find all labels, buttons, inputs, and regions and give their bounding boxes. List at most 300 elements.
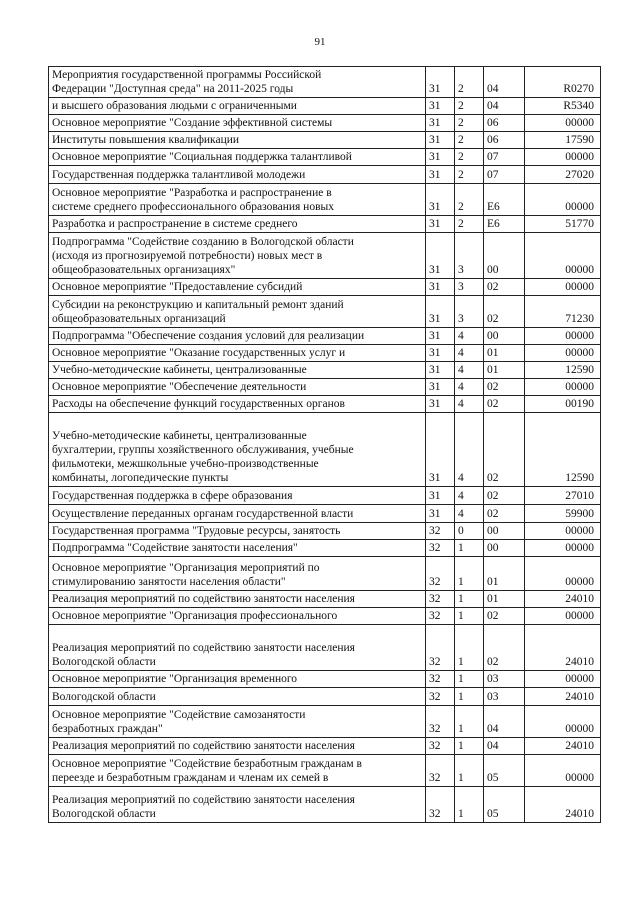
row-name: Основное мероприятие "Организация временного <box>52 673 298 685</box>
expense-code-cell <box>525 379 601 396</box>
table-row <box>49 233 601 279</box>
expense-code-cell <box>525 755 601 787</box>
expense-code-cell <box>525 279 601 296</box>
subsection-code: 0 <box>458 525 464 537</box>
expense-code: 00000 <box>565 772 594 784</box>
subsection-code-cell <box>455 216 484 233</box>
section-code-cell <box>426 233 455 279</box>
section-code: 31 <box>429 364 441 376</box>
subsection-code: 4 <box>458 330 464 342</box>
section-code: 31 <box>429 330 441 342</box>
subsection-code-cell <box>455 505 484 523</box>
subsection-code: 2 <box>458 117 464 129</box>
row-name: Основное мероприятие "Содействие самозанятости безработных граждан" <box>52 709 306 735</box>
subsection-code: 2 <box>458 134 464 146</box>
section-code: 31 <box>429 281 441 293</box>
section-code: 32 <box>429 656 441 668</box>
table-row <box>49 328 601 345</box>
section-code-cell <box>426 216 455 233</box>
table-row <box>49 557 601 591</box>
expense-code: 24010 <box>565 740 594 752</box>
table-row <box>49 755 601 787</box>
article-code: 04 <box>487 83 499 95</box>
article-code-cell <box>484 362 525 379</box>
subsection-code-cell <box>455 591 484 608</box>
expense-code-cell <box>525 216 601 233</box>
section-code-cell <box>426 608 455 625</box>
subsection-code: 4 <box>458 364 464 376</box>
expense-code: 00000 <box>565 347 594 359</box>
table-row <box>49 379 601 396</box>
row-name-cell <box>49 706 426 738</box>
subsection-code-cell <box>455 671 484 688</box>
article-code-cell <box>484 540 525 557</box>
subsection-code-cell <box>455 279 484 296</box>
expense-code-cell <box>525 328 601 345</box>
row-name: Реализация мероприятий по содействию занятости населения Вологодской области <box>52 794 355 820</box>
row-name: Вологодской области <box>52 691 156 703</box>
expense-code-cell <box>525 738 601 755</box>
expense-code: 24010 <box>565 808 594 820</box>
table-row <box>49 706 601 738</box>
section-code-cell <box>426 184 455 216</box>
article-code-cell <box>484 625 525 671</box>
section-code-cell <box>426 396 455 413</box>
subsection-code: 1 <box>458 673 464 685</box>
article-code-cell <box>484 379 525 396</box>
expense-code-cell <box>525 523 601 540</box>
expense-code-cell <box>525 413 601 487</box>
subsection-code: 4 <box>458 490 464 502</box>
article-code: 00 <box>487 264 499 276</box>
expense-code: 00000 <box>565 151 594 163</box>
article-code: 02 <box>487 281 499 293</box>
expense-code-cell <box>525 625 601 671</box>
row-name-cell <box>49 557 426 591</box>
expense-code: 00000 <box>565 381 594 393</box>
subsection-code-cell <box>455 396 484 413</box>
section-code: 32 <box>429 691 441 703</box>
expense-code-cell <box>525 362 601 379</box>
article-code-cell <box>484 608 525 625</box>
subsection-code: 2 <box>458 83 464 95</box>
expense-code-cell <box>525 115 601 132</box>
subsection-code-cell <box>455 487 484 505</box>
table-row <box>49 591 601 608</box>
row-name: Основное мероприятие "Содействие безработным гражданам в переезде и безработным гражданам и членам их семей в <box>52 758 362 784</box>
expense-code-cell <box>525 557 601 591</box>
row-name-cell <box>49 608 426 625</box>
section-code: 31 <box>429 201 441 213</box>
article-code-cell <box>484 688 525 706</box>
article-code-cell <box>484 505 525 523</box>
section-code-cell <box>426 487 455 505</box>
article-code-cell <box>484 706 525 738</box>
section-code: 31 <box>429 117 441 129</box>
article-code: 01 <box>487 593 499 605</box>
article-code: 03 <box>487 673 499 685</box>
subsection-code-cell <box>455 523 484 540</box>
row-name-cell <box>49 755 426 787</box>
row-name: Подпрограмма "Содействие созданию в Вологодской области (исходя из прогнозируемой потребности) новых мест в общеобразовательных организациях" <box>52 236 354 276</box>
subsection-code-cell <box>455 608 484 625</box>
article-code: 02 <box>487 490 499 502</box>
subsection-code-cell <box>455 132 484 149</box>
expense-code: 71230 <box>565 313 594 325</box>
article-code-cell <box>484 279 525 296</box>
section-code-cell <box>426 362 455 379</box>
row-name: Субсидии на реконструкцию и капитальный ремонт зданий общеобразовательных организаций <box>52 299 344 325</box>
section-code: 31 <box>429 398 441 410</box>
row-name-cell <box>49 379 426 396</box>
article-code: 07 <box>487 169 499 181</box>
expense-code: 00000 <box>565 201 594 213</box>
expense-code: 24010 <box>565 656 594 668</box>
subsection-code-cell <box>455 98 484 115</box>
article-code: 01 <box>487 576 499 588</box>
row-name-cell <box>49 67 426 98</box>
subsection-code-cell <box>455 688 484 706</box>
subsection-code-cell <box>455 233 484 279</box>
section-code-cell <box>426 706 455 738</box>
table-row <box>49 115 601 132</box>
budget-classification-table <box>48 66 601 823</box>
row-name: Основное мероприятие "Социальная поддержка талантливой <box>52 151 352 163</box>
section-code-cell <box>426 523 455 540</box>
expense-code: 00000 <box>565 576 594 588</box>
section-code-cell <box>426 115 455 132</box>
section-code: 31 <box>429 218 441 230</box>
section-code-cell <box>426 557 455 591</box>
row-name-cell <box>49 184 426 216</box>
article-code: 02 <box>487 508 499 520</box>
expense-code: 00000 <box>565 117 594 129</box>
expense-code: 00000 <box>565 673 594 685</box>
row-name: Государственная программа "Трудовые ресурсы, занятость <box>52 525 341 537</box>
row-name: Разработка и распространение в системе среднего <box>52 218 298 230</box>
expense-code: 00000 <box>565 525 594 537</box>
subsection-code: 1 <box>458 656 464 668</box>
expense-code: 24010 <box>565 593 594 605</box>
expense-code-cell <box>525 166 601 184</box>
subsection-code: 4 <box>458 472 464 484</box>
subsection-code-cell <box>455 345 484 362</box>
section-code: 32 <box>429 740 441 752</box>
section-code: 31 <box>429 490 441 502</box>
expense-code-cell <box>525 396 601 413</box>
subsection-code: 1 <box>458 691 464 703</box>
table-row <box>49 166 601 184</box>
subsection-code: 1 <box>458 723 464 735</box>
table-row <box>49 132 601 149</box>
expense-code: R5340 <box>563 100 594 112</box>
section-code: 32 <box>429 772 441 784</box>
article-code: 02 <box>487 472 499 484</box>
table-row <box>49 396 601 413</box>
article-code: Е6 <box>487 201 500 213</box>
row-name: Расходы на обеспечение функций государственных органов <box>52 398 345 410</box>
article-code: 00 <box>487 525 499 537</box>
section-code: 32 <box>429 723 441 735</box>
row-name: Учебно-методические кабинеты, централизованные <box>52 364 307 376</box>
section-code: 31 <box>429 472 441 484</box>
article-code: 02 <box>487 610 499 622</box>
row-name-cell <box>49 625 426 671</box>
subsection-code-cell <box>455 557 484 591</box>
article-code: 04 <box>487 100 499 112</box>
article-code: 05 <box>487 808 499 820</box>
row-name: Реализация мероприятий по содействию занятости населения Вологодской области <box>52 642 355 668</box>
article-code-cell <box>484 166 525 184</box>
article-code: 00 <box>487 542 499 554</box>
article-code: Е6 <box>487 218 500 230</box>
table-row <box>49 279 601 296</box>
row-name: Основное мероприятие "Создание эффективной системы <box>52 117 333 129</box>
section-code-cell <box>426 540 455 557</box>
table-row <box>49 98 601 115</box>
article-code: 01 <box>487 364 499 376</box>
row-name: Государственная поддержка талантливой молодежи <box>52 169 306 181</box>
table-row <box>49 67 601 98</box>
table-row <box>49 671 601 688</box>
table-row <box>49 523 601 540</box>
article-code-cell <box>484 216 525 233</box>
article-code: 07 <box>487 151 499 163</box>
subsection-code: 3 <box>458 264 464 276</box>
article-code-cell <box>484 523 525 540</box>
subsection-code: 1 <box>458 593 464 605</box>
section-code: 32 <box>429 610 441 622</box>
section-code: 32 <box>429 593 441 605</box>
row-name-cell <box>49 328 426 345</box>
subsection-code-cell <box>455 625 484 671</box>
section-code-cell <box>426 755 455 787</box>
article-code-cell <box>484 98 525 115</box>
subsection-code-cell <box>455 166 484 184</box>
row-name: Основное мероприятие "Оказание государственных услуг и <box>52 347 346 359</box>
article-code: 04 <box>487 723 499 735</box>
table-row <box>49 216 601 233</box>
table-row <box>49 149 601 166</box>
section-code: 31 <box>429 83 441 95</box>
expense-code-cell <box>525 688 601 706</box>
expense-code-cell <box>525 540 601 557</box>
subsection-code: 1 <box>458 808 464 820</box>
section-code: 31 <box>429 508 441 520</box>
row-name-cell <box>49 115 426 132</box>
section-code: 31 <box>429 347 441 359</box>
subsection-code-cell <box>455 328 484 345</box>
subsection-code-cell <box>455 706 484 738</box>
expense-code-cell <box>525 345 601 362</box>
table-row <box>49 345 601 362</box>
article-code-cell <box>484 184 525 216</box>
row-name-cell <box>49 591 426 608</box>
expense-code-cell <box>525 184 601 216</box>
expense-code: 12590 <box>565 364 594 376</box>
expense-code-cell <box>525 671 601 688</box>
article-code-cell <box>484 413 525 487</box>
article-code-cell <box>484 591 525 608</box>
subsection-code-cell <box>455 738 484 755</box>
expense-code-cell <box>525 233 601 279</box>
subsection-code-cell <box>455 296 484 328</box>
expense-code: 59900 <box>565 508 594 520</box>
subsection-code: 1 <box>458 542 464 554</box>
subsection-code: 4 <box>458 398 464 410</box>
row-name: Основное мероприятие "Обеспечение деятельности <box>52 381 307 393</box>
table-row <box>49 738 601 755</box>
section-code: 32 <box>429 576 441 588</box>
row-name-cell <box>49 362 426 379</box>
subsection-code: 3 <box>458 281 464 293</box>
section-code-cell <box>426 132 455 149</box>
section-code: 31 <box>429 264 441 276</box>
section-code: 32 <box>429 808 441 820</box>
subsection-code: 3 <box>458 313 464 325</box>
section-code-cell <box>426 671 455 688</box>
subsection-code-cell <box>455 413 484 487</box>
row-name-cell <box>49 671 426 688</box>
section-code: 31 <box>429 381 441 393</box>
section-code-cell <box>426 149 455 166</box>
article-code-cell <box>484 115 525 132</box>
table-row <box>49 787 601 823</box>
expense-code-cell <box>525 787 601 823</box>
row-name-cell <box>49 787 426 823</box>
subsection-code-cell <box>455 184 484 216</box>
article-code-cell <box>484 296 525 328</box>
row-name-cell <box>49 345 426 362</box>
article-code: 00 <box>487 330 499 342</box>
article-code-cell <box>484 233 525 279</box>
subsection-code-cell <box>455 379 484 396</box>
row-name-cell <box>49 216 426 233</box>
table-row <box>49 184 601 216</box>
article-code-cell <box>484 487 525 505</box>
row-name: Осуществление переданных органам государственной власти <box>52 508 354 520</box>
expense-code: 51770 <box>565 218 594 230</box>
row-name-cell <box>49 396 426 413</box>
section-code: 31 <box>429 134 441 146</box>
table-row <box>49 487 601 505</box>
expense-code: 27020 <box>565 169 594 181</box>
row-name-cell <box>49 149 426 166</box>
expense-code: 00190 <box>565 398 594 410</box>
row-name-cell <box>49 540 426 557</box>
row-name-cell <box>49 505 426 523</box>
section-code-cell <box>426 688 455 706</box>
expense-code-cell <box>525 132 601 149</box>
subsection-code: 4 <box>458 347 464 359</box>
expense-code-cell <box>525 98 601 115</box>
section-code-cell <box>426 345 455 362</box>
row-name: Реализация мероприятий по содействию занятости населения <box>52 593 355 605</box>
section-code-cell <box>426 67 455 98</box>
expense-code-cell <box>525 487 601 505</box>
row-name: Подпрограмма "Обеспечение создания условий для реализации <box>52 330 365 342</box>
subsection-code: 2 <box>458 169 464 181</box>
row-name: и высшего образования людьми с ограниченными <box>52 100 297 112</box>
subsection-code: 1 <box>458 772 464 784</box>
expense-code: 00000 <box>565 610 594 622</box>
article-code-cell <box>484 755 525 787</box>
expense-code-cell <box>525 296 601 328</box>
section-code: 31 <box>429 313 441 325</box>
expense-code: 27010 <box>565 490 594 502</box>
row-name-cell <box>49 487 426 505</box>
row-name: Подпрограмма "Содействие занятости населения" <box>52 542 298 554</box>
row-name-cell <box>49 279 426 296</box>
row-name-cell <box>49 233 426 279</box>
subsection-code: 4 <box>458 508 464 520</box>
row-name-cell <box>49 413 426 487</box>
row-name-cell <box>49 738 426 755</box>
subsection-code-cell <box>455 540 484 557</box>
section-code: 32 <box>429 673 441 685</box>
expense-code-cell <box>525 149 601 166</box>
section-code-cell <box>426 591 455 608</box>
section-code-cell <box>426 296 455 328</box>
section-code-cell <box>426 379 455 396</box>
article-code-cell <box>484 738 525 755</box>
subsection-code-cell <box>455 787 484 823</box>
article-code-cell <box>484 67 525 98</box>
expense-code-cell <box>525 67 601 98</box>
expense-code: 24010 <box>565 691 594 703</box>
article-code-cell <box>484 328 525 345</box>
expense-code-cell <box>525 505 601 523</box>
section-code: 32 <box>429 525 441 537</box>
article-code-cell <box>484 671 525 688</box>
subsection-code-cell <box>455 755 484 787</box>
row-name: Основное мероприятие "Организация мероприятий по стимулированию занятости населения области" <box>52 562 320 588</box>
row-name-cell <box>49 132 426 149</box>
section-code: 32 <box>429 542 441 554</box>
section-code-cell <box>426 328 455 345</box>
row-name-cell <box>49 688 426 706</box>
table-row <box>49 608 601 625</box>
section-code: 31 <box>429 151 441 163</box>
article-code-cell <box>484 787 525 823</box>
row-name-cell <box>49 296 426 328</box>
expense-code: R0270 <box>563 83 594 95</box>
subsection-code-cell <box>455 115 484 132</box>
subsection-code: 2 <box>458 151 464 163</box>
article-code: 06 <box>487 134 499 146</box>
row-name: Институты повышения квалификации <box>52 134 240 146</box>
expense-code-cell <box>525 591 601 608</box>
expense-code: 17590 <box>565 134 594 146</box>
section-code-cell <box>426 625 455 671</box>
expense-code: 00000 <box>565 330 594 342</box>
row-name-cell <box>49 523 426 540</box>
expense-code: 00000 <box>565 281 594 293</box>
article-code: 03 <box>487 691 499 703</box>
article-code: 02 <box>487 313 499 325</box>
subsection-code-cell <box>455 149 484 166</box>
section-code-cell <box>426 98 455 115</box>
article-code: 02 <box>487 381 499 393</box>
article-code: 06 <box>487 117 499 129</box>
subsection-code: 1 <box>458 576 464 588</box>
article-code-cell <box>484 557 525 591</box>
section-code: 31 <box>429 169 441 181</box>
subsection-code: 4 <box>458 381 464 393</box>
article-code: 02 <box>487 398 499 410</box>
table-row <box>49 540 601 557</box>
subsection-code-cell <box>455 362 484 379</box>
